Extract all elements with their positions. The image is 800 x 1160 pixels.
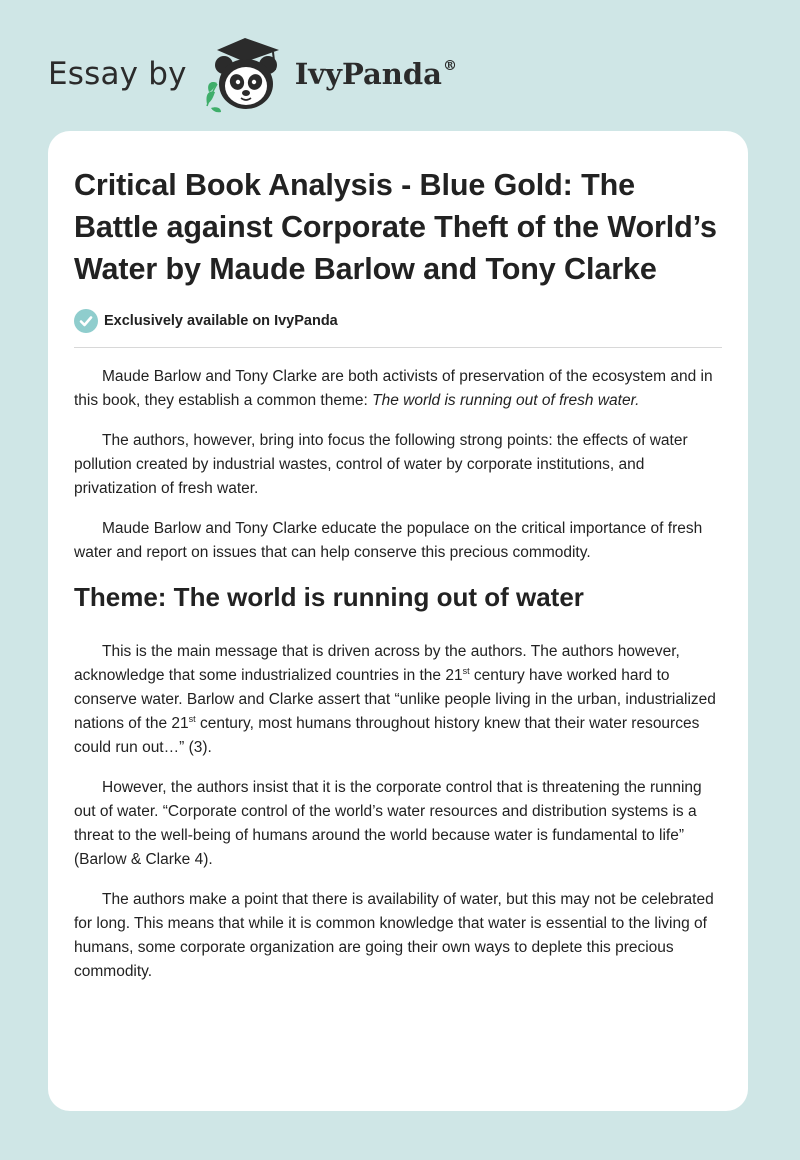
article-body xyxy=(74,365,722,984)
brand-header[interactable] xyxy=(48,34,457,114)
brand-name: IvyPanda® xyxy=(294,57,457,91)
paragraph: However, the authors insist that it is the corporate control that is threatening the running out of water. “Corporate control of the world’s water resources and distribution systems is a threat to the well-being of humans around the world because water is fundamental to life” (Barlow & Clarke 4). xyxy=(74,779,702,868)
paragraph: Maude Barlow and Tony Clarke are both activists of preservation of the ecosystem and in this book, they establish a common theme: The world is running out of fresh water. xyxy=(74,368,713,409)
paragraph: Maude Barlow and Tony Clarke educate the populace on the critical importance of fresh water and report on issues that can help conserve this precious commodity. xyxy=(74,520,703,561)
exclusive-badge xyxy=(74,308,722,334)
paragraph: The authors, however, bring into focus the following strong points: the effects of water pollution created by industrial wastes, control of water by corporate institutions, and privatization of fresh water. xyxy=(74,432,688,497)
divider xyxy=(74,347,722,348)
paragraph: The authors make a point that there is availability of water, but this may not be celebrated for long. This means that while it is common knowledge that water is essential to the living of humans, some corporate organization are going their own ways to deplete this precious commodity. xyxy=(74,891,714,980)
article-title: Critical Book Analysis - Blue Gold: The Battle against Corporate Theft of the World’s Water by Maude Barlow and Tony Clarke xyxy=(74,168,717,286)
section-heading: Theme: The world is running out of water xyxy=(74,582,584,612)
registered-mark: ® xyxy=(442,58,457,74)
article-card xyxy=(48,131,748,1111)
exclusive-badge-text: Exclusively available on IvyPanda xyxy=(104,313,338,329)
italic-theme: The world is running out of fresh water. xyxy=(372,392,640,409)
panda-graduate-icon xyxy=(197,34,293,114)
brand-prefix: Essay by xyxy=(48,56,187,92)
check-circle-icon xyxy=(74,309,98,333)
paragraph: This is the main message that is driven across by the authors. The authors however, acknowledge that some industrialized countries in the 21st century have worked hard to conserve water. Barlow and Clarke assert that “unlike people living in the urban, industrialized nations of the 21st century, most humans throughout history knew that their water resources could run out…” (3). xyxy=(74,643,716,756)
